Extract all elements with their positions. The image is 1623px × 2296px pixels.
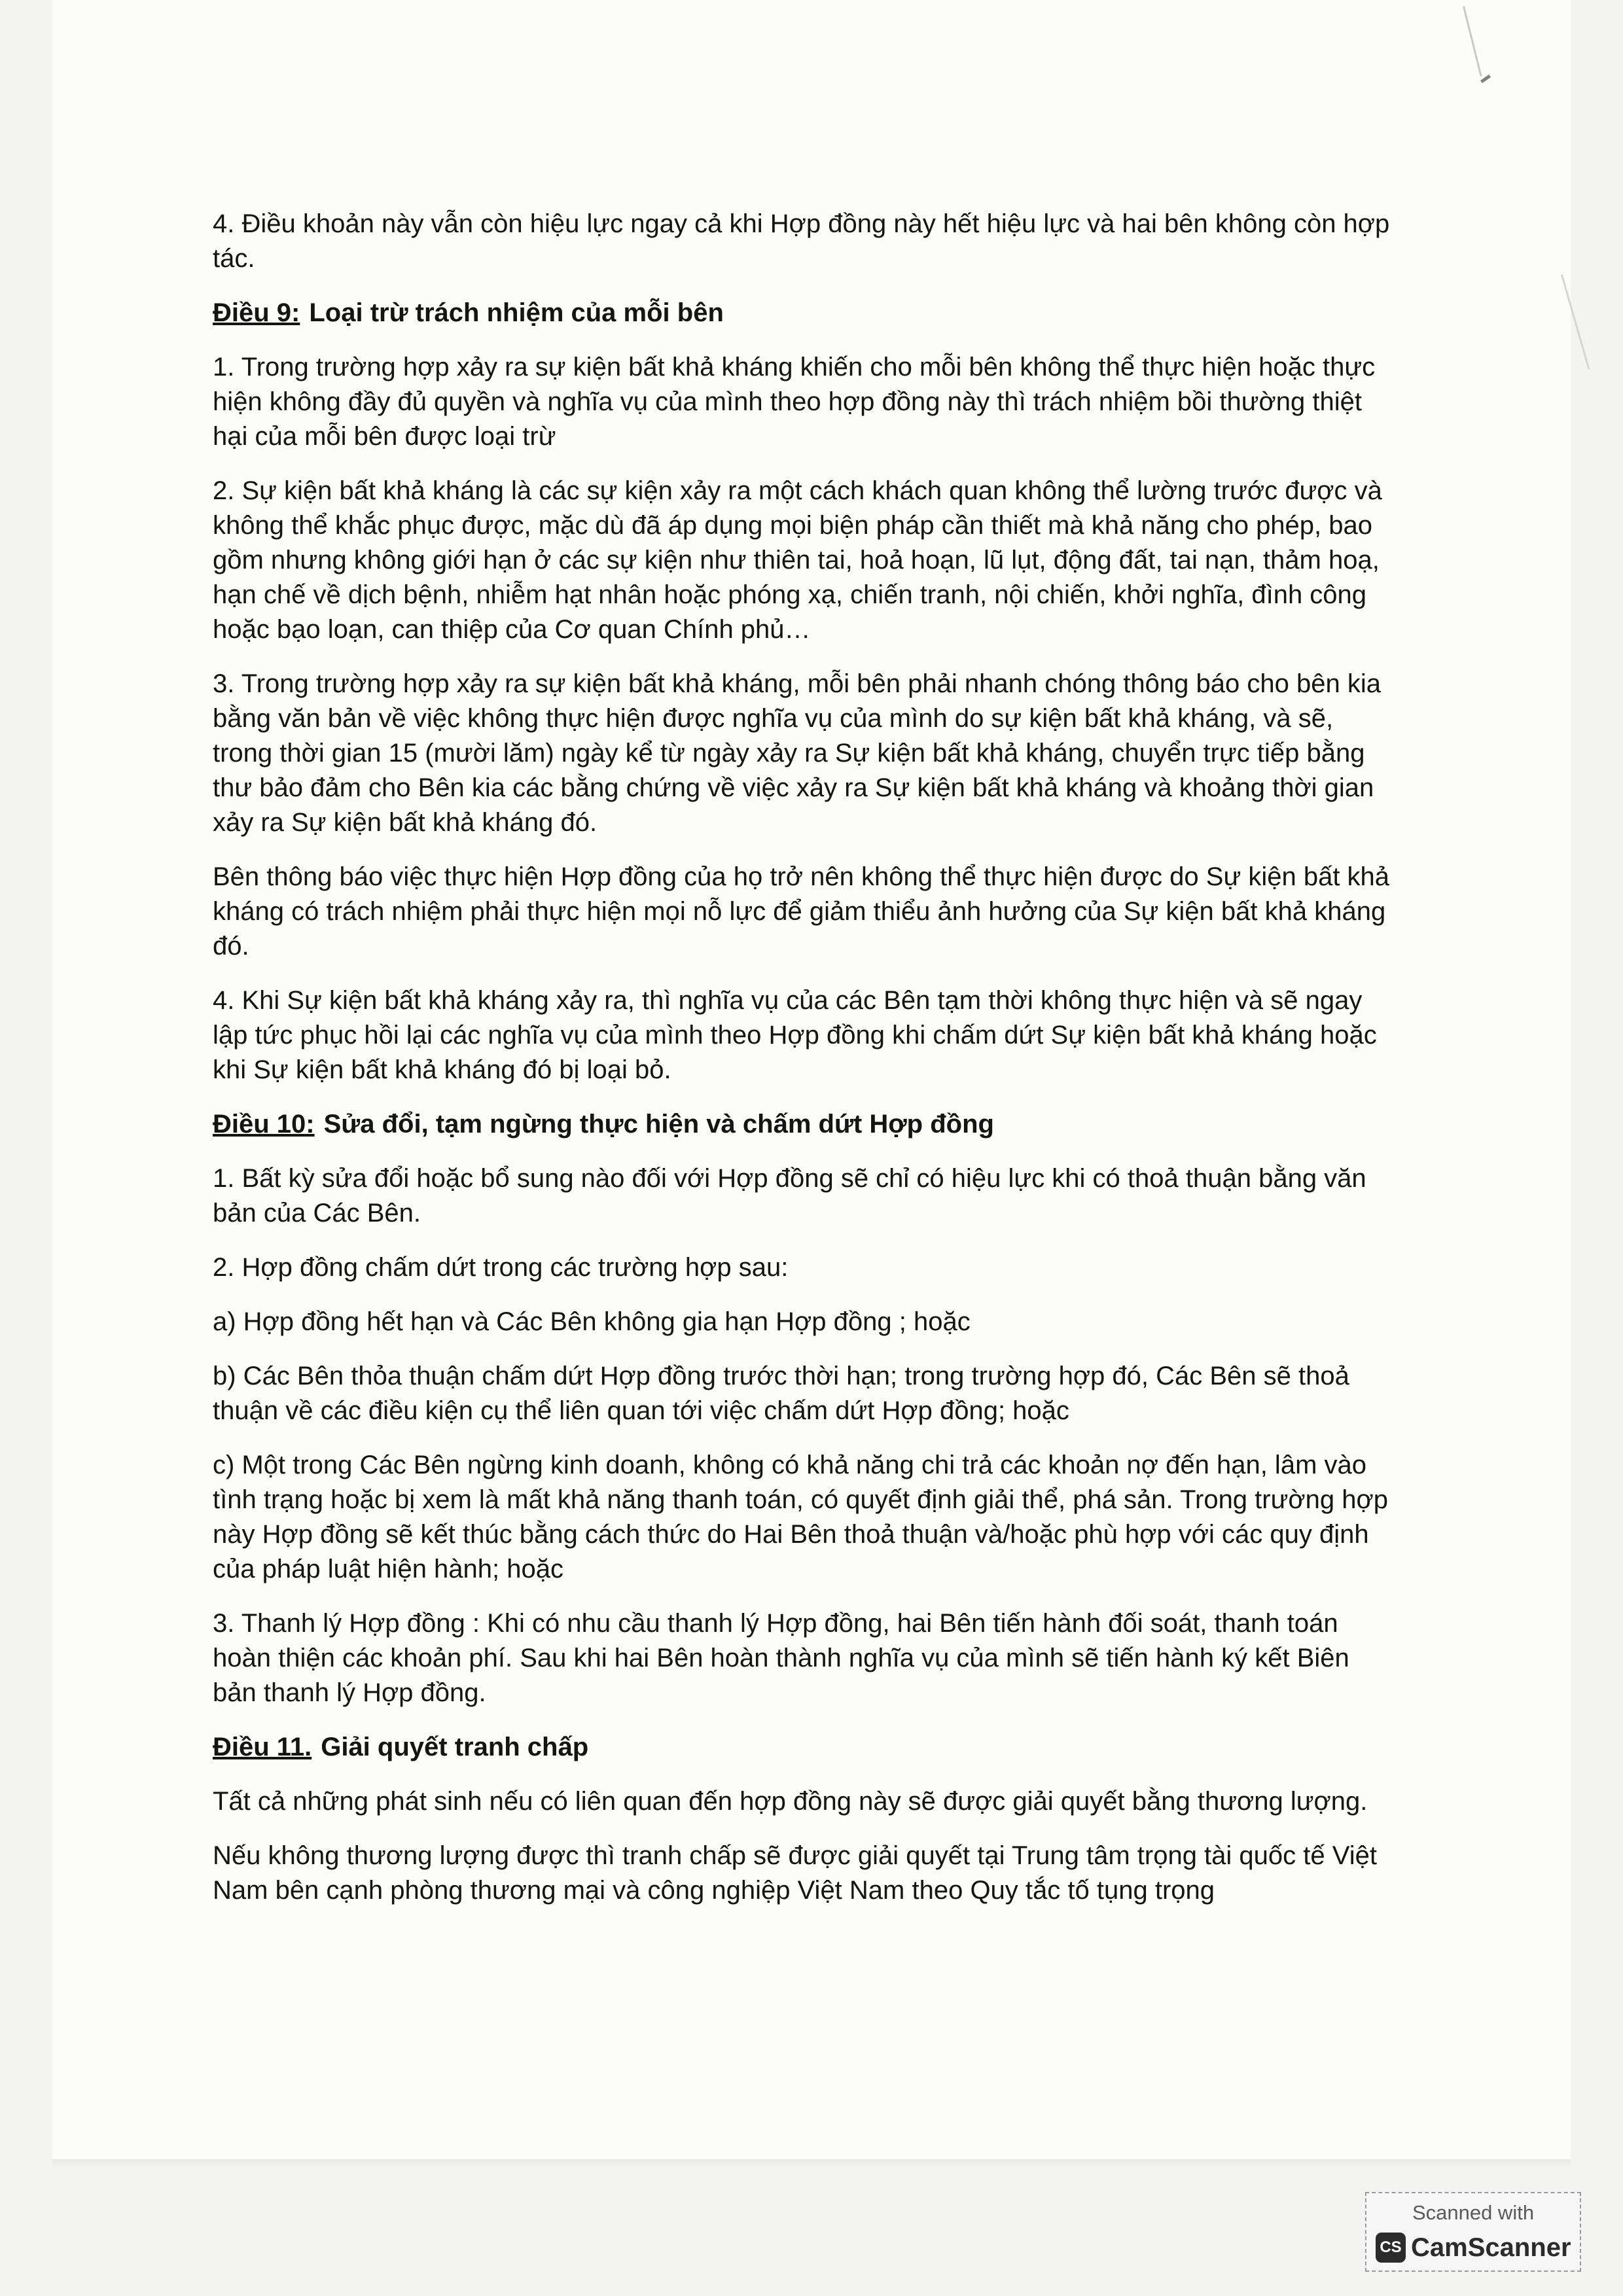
clause-paragraph: b) Các Bên thỏa thuận chấm dứt Hợp đồng trước thời hạn; trong trường hợp đó, Các Bên sẽ thoả thuận về các điều kiện cụ thể liên quan tới việc chấm dứt Hợp đồng; hoặc [213,1362,1349,1425]
article-title: Giải quyết tranh chấp [321,1733,589,1761]
clause-paragraph: 4. Khi Sự kiện bất khả kháng xảy ra, thì nghĩa vụ của các Bên tạm thời không thực hiện và sẽ ngay lập tức phục hồi lại các nghĩa vụ của mình theo Hợp đồng khi chấm dứt Sự kiện bất khả kháng hoặc khi Sự kiện bất khả kháng đó bị loại bỏ. [213,986,1377,1084]
camscanner-watermark [1365,2192,1581,2272]
watermark-caption: Scanned with [1412,2201,1535,2224]
watermark-brand: CamScanner [1411,2233,1571,2262]
camscanner-logo-icon: CS [1376,2233,1406,2263]
clause-paragraph: 2. Sự kiện bất khả kháng là các sự kiện xảy ra một cách khách quan không thể lường trước được và không thể khắc phục được, mặc dù đã áp dụng mọi biện pháp cần thiết mà khả năng cho phép, bao gồm nhưng không giới hạn ở các sự kiện như thiên tai, hoả hoạn, lũ lụt, động đất, tai nạn, thảm hoạ, hạn chế về dịch bệnh, nhiễm hạt nhân hoặc phóng xạ, chiến tranh, nội chiến, khởi nghĩa, đình công hoặc bạo loạn, can thiệp của Cơ quan Chính phủ… [213,476,1382,644]
clause-paragraph: Tất cả những phát sinh nếu có liên quan đến hợp đồng này sẽ được giải quyết bằng thương lượng. [213,1787,1368,1816]
article-heading [213,296,1391,330]
clause-paragraph: 1. Trong trường hợp xảy ra sự kiện bất khả kháng khiến cho mỗi bên không thể thực hiện hoặc thực hiện không đầy đủ quyền và nghĩa vụ của mình theo hợp đồng này thì trách nhiệm bồi thường thiệt hại của mỗi bên được loại trừ [213,353,1376,451]
clause-paragraph: a) Hợp đồng hết hạn và Các Bên không gia hạn Hợp đồng ; hoặc [213,1307,971,1336]
article-number: Điều 11. [213,1733,312,1761]
clause-paragraph: 3. Trong trường hợp xảy ra sự kiện bất khả kháng, mỗi bên phải nhanh chóng thông báo cho bên kia bằng văn bản về việc không thực hiện được nghĩa vụ của mình do sự kiện bất khả kháng, và sẽ, trong thời gian 15 (mười lăm) ngày kể từ ngày xảy ra Sự kiện bất khả kháng, chuyển trực tiếp bằng thư bảo đảm cho Bên kia các bằng chứng về việc xảy ra Sự kiện bất khả kháng và khoảng thời gian xảy ra Sự kiện bất khả kháng đó. [213,669,1381,837]
article-number: Điều 9: [213,298,300,327]
article-number: Điều 10: [213,1110,315,1139]
clause-paragraph: 1. Bất kỳ sửa đổi hoặc bổ sung nào đối với Hợp đồng sẽ chỉ có hiệu lực khi có thoả thuận bằng văn bản của Các Bên. [213,1164,1366,1227]
clause-paragraph: 2. Hợp đồng chấm dứt trong các trường hợp sau: [213,1253,789,1282]
document-body [213,207,1391,1928]
clause-paragraph: 4. Điều khoản này vẫn còn hiệu lực ngay cả khi Hợp đồng này hết hiệu lực và hai bên không còn hợp tác. [213,209,1390,273]
clause-paragraph: Nếu không thương lượng được thì tranh chấp sẽ được giải quyết tại Trung tâm trọng tài quốc tế Việt Nam bên cạnh phòng thương mại và công nghiệp Việt Nam theo Quy tắc tố tụng trọng [213,1841,1377,1905]
article-heading [213,1107,1391,1142]
clause-paragraph: c) Một trong Các Bên ngừng kinh doanh, không có khả năng chi trả các khoản nợ đến hạn, lâm vào tình trạng hoặc bị xem là mất khả năng thanh toán, có quyết định giải thể, phá sản. Trong trường hợp này Hợp đồng sẽ kết thúc bằng cách thức do Hai Bên thoả thuận và/hoặc phù hợp với các quy định của pháp luật hiện hành; hoặc [213,1451,1388,1583]
article-title: Loại trừ trách nhiệm của mỗi bên [309,298,724,327]
page-shadow [52,2159,1571,2167]
clause-paragraph: Bên thông báo việc thực hiện Hợp đồng của họ trở nên không thể thực hiện được do Sự kiện bất khả kháng có trách nhiệm phải thực hiện mọi nỗ lực để giảm thiểu ảnh hưởng của Sự kiện bất khả kháng đó. [213,862,1390,961]
clause-paragraph: 3. Thanh lý Hợp đồng : Khi có nhu cầu thanh lý Hợp đồng, hai Bên tiến hành đối soát, thanh toán hoàn thiện các khoản phí. Sau khi hai Bên hoàn thành nghĩa vụ của mình sẽ tiến hành ký kết Biên bản thanh lý Hợp đồng. [213,1609,1349,1707]
article-title: Sửa đổi, tạm ngừng thực hiện và chấm dứt Hợp đồng [323,1110,994,1139]
article-heading [213,1730,1391,1765]
